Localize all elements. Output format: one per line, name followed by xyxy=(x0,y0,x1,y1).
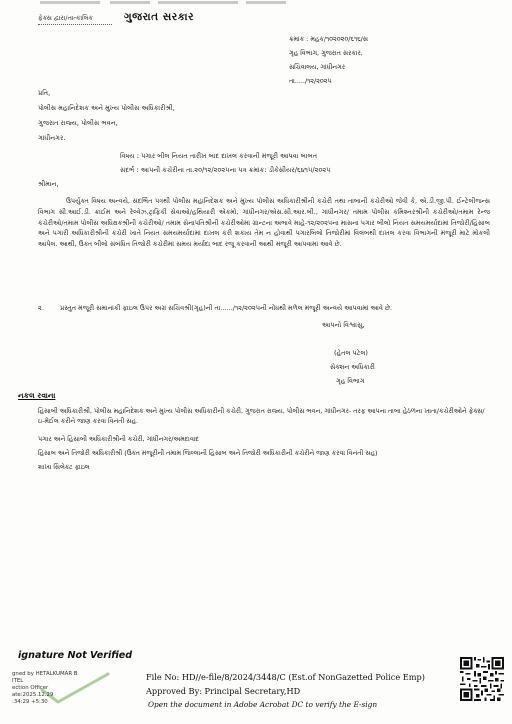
approved-by: Approved By: Principal Secretary,HD xyxy=(146,686,301,696)
address-line-2: ગુજરાત રાજ્ય, પોલીસ ભવન, xyxy=(38,119,118,127)
file-number: File No: HD//e-file/8/2024/3448/C (Est.of NonGazetted Police Emp) xyxy=(146,672,425,682)
address-line-3: ગાંધીનગર. xyxy=(38,134,66,142)
address-line-1: પોલીસ મહાનિદેશક અને મુખ્ય પોલીસ અધિકારીશ્રી, xyxy=(38,104,175,112)
prati-label: પ્રતિ, xyxy=(38,89,51,97)
item-text: પ્રસ્તુત મંજૂરી સમાનાંકી ફાઇલ ઉપર અગ્ર સચિવશ્રી(ગૃહ)ની તા....../૧૨/૨૦૨૫ની નોંધથી મળેલ મંજૂરી અન્વયે આપવામાં આવે છે. xyxy=(60,304,393,312)
office-line: સચિવાલય, ગાંધીનગર xyxy=(289,63,346,71)
signatory-name: (હેતલ પટેલ) xyxy=(334,349,368,357)
signature-status: ignature Not Verified xyxy=(18,650,133,661)
body-item-2 xyxy=(38,303,493,314)
qr-code-icon xyxy=(460,657,504,701)
fax-underline xyxy=(38,24,112,25)
signed-by: gned by HETALKUMAR B xyxy=(12,671,78,677)
subject-line: વિષય : પગાર બીલ નિયત તારીખ બાદ દાખલ કરવાની મંજૂરી આપવા બાબત xyxy=(120,152,318,160)
copy-recipient-1: હિસાબી અધિકારીશ્રી, પોલીસ મહાનિદેશક અને મુખ્ય પોલીસ અધિકારીની કચેરી, ગુજરાત રાજ્ય, પોલીસ ભવન, ગાંધીનગર- તરફ આપના તાબા હેઠળના ખાતા/કચેરીઓને ફેક્સ/ઇ-મેઈલ કરીને જાણ કરવા વિનંતી સહ. xyxy=(38,407,485,426)
signature-time: :34:29 +5:30 xyxy=(12,699,48,705)
copy-recipient-2: પગાર અને હિસાબી અધિકારીશ્રીની કચેરી, ગાંધીનગર/અમદાવાદ xyxy=(38,435,199,443)
verify-note: Open the document in Adobe Acrobat DC to verify the E-sign xyxy=(148,700,378,709)
signatory-department: ગૃહ વિભાગ xyxy=(336,377,365,385)
signatory-designation: સેક્શન અધિકારી xyxy=(330,363,375,371)
salutation: શ્રીમાન, xyxy=(38,180,59,188)
government-title: ગુજરાત સરકાર xyxy=(124,11,195,23)
letter-reference-block xyxy=(289,32,368,88)
reference-number: ક્રમાંક : મહક/૧૦૨૦૨૦/૬૧૬/સ xyxy=(289,35,368,43)
item-number: ૨. xyxy=(38,304,44,312)
signature-date: ate:2025.12.29 xyxy=(12,692,54,698)
closing-line: આપનો વિશ્વાસુ, xyxy=(322,321,365,329)
reference-line: સંદર્ભ : આપની કચેરીના તા.૨૦/૧૨/૨૦૨૫ના પત્ર ક્રમાંક: ડીકેસીયર/૬૪૧૫/૨૦૨૫ xyxy=(120,166,331,174)
body-paragraph-1: ઉપર્યુક્ત વિષય અન્વયે, સંદર્ભિત પત્રથી પોલીસ મહાનિદેશક અને મુખ્ય પોલીસ અધિકારીશ્રીની કચેરી તથા તાબાની કચેરીઓ જેવી કે, એ.ડી.જી.પી. ઈન્ટેલીજન્સ વિભાગ સી.આઈ.ડી. ક્રાઈમ અને રેલ્વેઝ,ટ્રાફિકી સેવાઓ/હથિયારી એકમો, ગાંધીનગર/એસ.સી.આર.બી., ગાંધીનગર/ તમામ પોલીસ કમિશ્નરશ્રીની કચેરીઓ/તમામ રેન્જ કચેરીઓ/તમામ પોલીસ અધિક્ષકશ્રીની કચેરીઓ/ તમામ સેનાપતિશ્રીની કચેરીઓમાં ગ્રાન્ટના અભાવે માહે-૧૨/૨૦૨૫ના માસના પગાર બીલો નિયત સમયમર્યાદામાં તિજોરી/હિસાબ અને પગારી અધિકારીશ્રીની કચેરી ખાતે નિયત સમયમર્યાદામાં દાખલ કરી શકાય તેમ ન હોવાથી પગારબિલો તિજોરીમાં વિલંબથી દાખલ કરવા વિભાગની મંજૂરી માટે મોકલી આપેલ. આથી, ઉક્ત બીલો સંબંધિત તિજોરી કચેરીમાં સમય મર્યાદા બાદ રજૂ કરવાની આથી મંજૂરી આપવામાં આવે છે. xyxy=(38,197,490,249)
signer-name-part: ITEL xyxy=(12,678,24,684)
department-line: ગૃહ વિભાગ, ગુજરાત સરકાર, xyxy=(289,49,363,57)
signer-designation: ection Officer xyxy=(12,685,49,691)
copy-recipient-4: શાખા સિલેક્ટ ફાઇલ xyxy=(38,463,90,471)
letter-date: તા...../૧૨/૨૦૨૫ xyxy=(289,77,332,85)
copy-recipient-3: હિસાબ અને તિજોરી અધિકારીશ્રી (ઉક્ત મંજૂરીની તમામ જિલ્લાની હિસાબ અને તિજોરી અધિકારીની કચેરીને જાણ કરવા વિનંતી સહ) xyxy=(38,449,378,457)
copy-heading: નકલ રવાના xyxy=(18,391,56,400)
fax-label: ફેક્સ દ્વારા/તાત્કાલિક xyxy=(38,14,93,22)
scan-artifact xyxy=(40,0,300,6)
